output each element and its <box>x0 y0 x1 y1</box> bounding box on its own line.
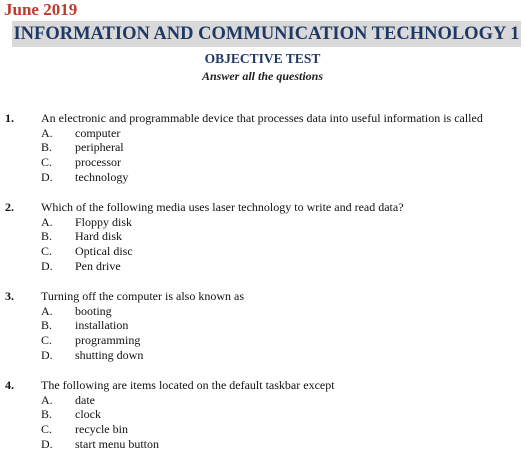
option-text: clock <box>75 407 101 421</box>
option-letter: A. <box>41 304 53 318</box>
option-letter: A. <box>41 393 53 407</box>
option-c <box>0 155 525 170</box>
option-letter: C. <box>41 244 53 258</box>
option-letter: B. <box>41 318 53 332</box>
option-text: Floppy disk <box>75 215 133 229</box>
test-title: OBJECTIVE TEST <box>204 51 321 66</box>
option-text: peripheral <box>75 140 124 154</box>
option-letter: D. <box>41 259 53 273</box>
option-letter: A. <box>41 215 53 229</box>
option-letter: C. <box>41 422 53 436</box>
option-letter: D. <box>41 170 53 184</box>
option-text: technology <box>75 170 129 184</box>
option-letter: C. <box>41 155 53 169</box>
option-letter: D. <box>41 437 53 451</box>
option-text: Optical disc <box>75 244 133 258</box>
option-text: programming <box>75 333 141 347</box>
option-text: start menu button <box>75 437 159 451</box>
question-number: 2. <box>5 200 14 214</box>
option-text: installation <box>75 318 129 332</box>
option-letter: B. <box>41 140 53 154</box>
option-d <box>0 170 525 185</box>
option-text: date <box>75 393 95 407</box>
option-b <box>0 229 525 244</box>
option-b <box>0 140 525 155</box>
title-banner <box>12 21 521 47</box>
subject-title: INFORMATION AND COMMUNICATION TECHNOLOGY 1 <box>13 23 520 44</box>
option-text: booting <box>75 304 112 318</box>
question-number: 3. <box>5 289 14 303</box>
option-letter: B. <box>41 229 53 243</box>
option-a <box>0 304 525 319</box>
option-a <box>0 393 525 408</box>
option-text: shutting down <box>75 348 144 362</box>
question-text: The following are items located on the default taskbar except <box>41 378 335 392</box>
question-text: Which of the following media uses laser technology to write and read data? <box>41 200 404 214</box>
option-b <box>0 318 525 333</box>
option-letter: A. <box>41 126 53 140</box>
option-c <box>0 422 525 437</box>
option-a <box>0 215 525 230</box>
question-number: 1. <box>5 111 14 125</box>
instructions: Answer all the questions <box>201 69 324 83</box>
option-letter: D. <box>41 348 53 362</box>
option-d <box>0 348 525 363</box>
option-c <box>0 244 525 259</box>
option-d <box>0 259 525 274</box>
option-text: Pen drive <box>75 259 121 273</box>
exam-date: June 2019 <box>4 0 78 19</box>
option-a <box>0 126 525 141</box>
question-text: An electronic and programmable device that processes data into useful information is called <box>41 111 483 125</box>
question-text: Turning off the computer is also known as <box>41 289 244 303</box>
option-text: Hard disk <box>75 229 122 243</box>
option-b <box>0 407 525 422</box>
option-text: processor <box>75 155 121 169</box>
option-letter: B. <box>41 407 53 421</box>
option-text: computer <box>75 126 121 140</box>
question-number: 4. <box>5 378 14 392</box>
option-c <box>0 333 525 348</box>
option-letter: C. <box>41 333 53 347</box>
option-text: recycle bin <box>75 422 128 436</box>
